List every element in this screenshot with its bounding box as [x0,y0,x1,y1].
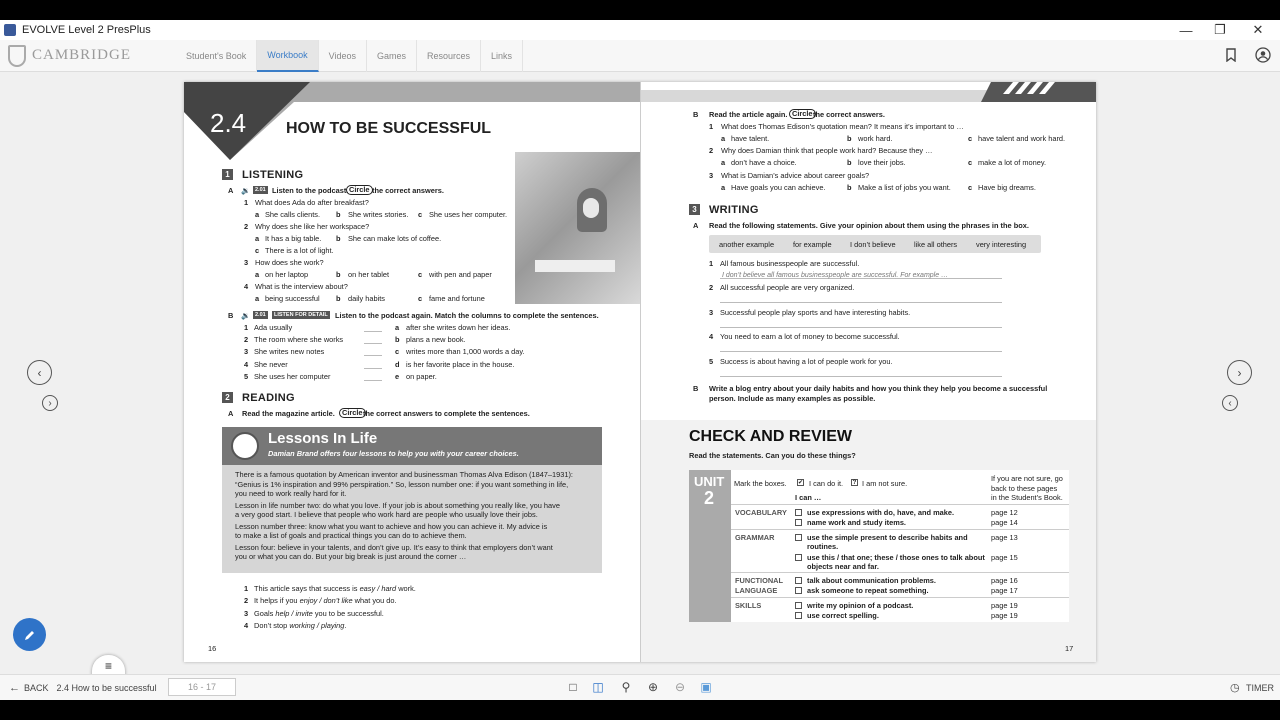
review-checkbox[interactable] [795,587,802,594]
instruction: Listen to the podcast. [272,186,349,195]
option-text: work hard. [858,134,893,143]
question-number: 2 [244,222,249,231]
option-text: It has a big table. [265,234,322,243]
question-text: What does Thomas Edison’s quotation mean? It means it’s important to … [721,122,964,131]
option-letter: c [968,158,973,168]
option-letter: a [721,158,726,168]
circle-word: Circle [346,185,373,195]
right-banner [641,82,1096,102]
question-text: What is the interview about? [255,282,348,291]
left-page [184,82,640,662]
timer-icon[interactable]: ◷ [1230,682,1240,694]
option-letter: c [418,294,423,303]
category-label: GRAMMAR [735,533,775,542]
option-letter: b [336,270,341,279]
person-icon [231,432,259,460]
article-line: a very good start. I believe that people who work hard are people who usually love their jobs. [235,510,538,519]
option-letter: a [255,294,260,303]
listening-heading: LISTENING [242,169,304,181]
instruction: Listen to the podcast again. Match the columns to complete the sentences. [335,311,599,320]
option-letter: c [968,134,973,143]
match-letter: a [395,323,400,332]
brand-name: CAMBRIDGE [32,47,132,63]
statement-number: 2 [709,283,714,293]
bottom-toolbar [0,674,1280,700]
option-text: Have goals you can achieve. [731,182,826,192]
answer-line[interactable] [720,376,1002,377]
option-text: don’t have a choice. [731,158,797,168]
review-checkbox[interactable] [795,612,802,619]
item-sentence: This article says that success is easy / hard work. [254,584,416,593]
question-number: 1 [709,122,714,131]
chevron-left-icon: ‹ [37,365,42,380]
speaker-icon: 🔉 [241,311,251,320]
option-letter: b [847,134,852,143]
match-text: is her favorite place in the house. [406,359,515,369]
answer-line[interactable] [720,351,1002,352]
match-number: 3 [244,347,249,357]
title-bar [0,20,1280,40]
option-text: love their jobs. [858,158,906,168]
phrase: for example [793,240,832,249]
category-label: VOCABULARY [735,508,787,517]
page-number-right: 17 [1065,644,1074,653]
row-divider [731,597,1069,598]
option-text: have talent. [731,134,770,143]
instruction: the correct answers to complete the sentences. [363,409,530,418]
close-icon[interactable]: ✕ [1252,22,1264,37]
answer-choice[interactable]: help / invite [275,608,313,618]
page-number-left: 16 [208,644,217,653]
reading-heading: READING [242,392,295,404]
can-do-checkbox[interactable]: ✔ [798,480,804,486]
option-letter: b [336,294,341,303]
answer-choice[interactable]: easy / hard [359,584,397,593]
section-1-badge: 1 [222,169,233,180]
row-divider [731,572,1069,573]
option-text: She can make lots of coffee. [348,234,442,243]
category-label: SKILLS [735,601,762,610]
item-number: 2 [244,596,249,606]
match-text: writes more than 1,000 words a day. [406,347,525,357]
zoom-in-icon[interactable]: ⊕ [647,680,659,694]
match-number: 2 [244,335,249,345]
tab-students-book[interactable]: Student's Book [176,40,257,72]
question-text: Why does she like her workspace? [255,222,370,231]
instruction: Read the following statements. Give your opinion about them using the phrases in the box. [709,221,1029,230]
match-number: 5 [244,371,249,381]
tab-workbook[interactable]: Workbook [257,40,318,72]
statement-text: Success is about having a lot of people work for you. [720,356,893,366]
instruction: person. Include as many examples as possible. [709,394,876,403]
statement-number: 5 [709,356,714,366]
top-nav [0,40,1280,72]
article-line: Lesson four: believe in your talents, and don’t give up. It’s easy to think that employers don’t want [235,542,553,552]
page-title: HOW TO BE SUCCESSFUL [286,120,492,137]
item-number: 4 [244,620,249,630]
prev-page-small-button[interactable] [1222,395,1238,411]
speaker-icon: 🔉 [241,186,251,195]
letter-b: B [228,311,234,320]
phrase: very interesting [976,240,1027,249]
annotate-fab[interactable] [13,618,46,651]
review-item: write my opinion of a podcast. [807,601,914,610]
match-letter: d [395,359,400,369]
letter-b: B [693,110,699,119]
page-ref: page 19 [991,601,1018,610]
page-ref: page 14 [991,518,1018,527]
question-number: 3 [709,170,714,180]
review-checkbox[interactable] [795,534,802,541]
row-divider [731,529,1069,530]
option-text: She writes stories. [348,210,409,219]
instruction: Read the magazine article. [242,409,335,418]
question-text: Why does Damian think that people work hard? Because they … [721,146,933,156]
page-ref-note: in the Student’s Book. [991,493,1063,502]
answer-choice[interactable]: working / playing [289,620,345,630]
double-page-icon[interactable]: ◫ [592,680,604,694]
category-label: LANGUAGE [735,586,778,595]
not-sure-checkbox[interactable]: ? [852,480,857,486]
option-text: on her laptop [265,270,309,279]
chevron-left-icon: ‹ [1228,397,1232,409]
section-2-badge: 2 [222,392,233,403]
match-text: She uses her computer [254,371,331,381]
statement-text: Successful people play sports and have interesting habits. [720,307,911,317]
article-title: Lessons In Life [268,430,378,447]
app-icon [4,24,16,36]
review-checkbox[interactable] [795,554,802,561]
reader-stage [0,72,1280,674]
back-button[interactable]: BACK [24,682,49,693]
review-checkbox[interactable] [795,577,802,584]
tab-resources[interactable]: Resources [417,40,481,72]
unit-number: 2.4 [210,108,247,138]
restore-icon[interactable]: ❐ [1214,22,1226,37]
answer-choice[interactable]: enjoy / don’t like [299,596,353,606]
user-icon[interactable] [1254,46,1272,64]
i-can-label: I can … [795,493,822,502]
match-letter: b [395,335,400,345]
listen-for-detail-chip: LISTEN FOR DETAIL [274,312,328,318]
page-ref: page 15 [991,553,1018,562]
phrase: another example [719,240,775,249]
letter-a: A [228,409,234,418]
cambridge-logo [8,45,176,67]
option-text: daily habits [348,294,385,303]
chevron-right-icon: › [48,397,52,409]
writing-heading: WRITING [709,204,759,216]
review-item: use the simple present to describe habits and routines. [807,533,968,551]
option-text: Have big dreams. [978,182,1036,192]
option-text: She uses her computer. [429,210,508,219]
fit-screen-icon[interactable]: ▣ [700,680,712,694]
prev-page-button[interactable] [27,360,52,385]
page-ref: page 16 [991,576,1018,585]
instruction: the correct answers. [372,186,444,195]
statement-text: All successful people are very organized. [720,283,855,293]
article-line: you need to work really hard for it. [235,489,347,498]
statement-number: 4 [709,332,714,342]
match-text: Ada usually [254,323,293,332]
option-text: with pen and paper [429,270,492,279]
option-letter: a [721,182,726,192]
review-checkbox[interactable] [795,509,802,516]
match-text: after she writes down her ideas. [406,323,511,332]
option-letter: a [721,134,726,143]
arrow-left-icon[interactable]: ← [9,681,20,694]
option-letter: b [847,158,852,168]
unit-word: UNIT [694,474,725,489]
instruction: Write a blog entry about your daily habits and how you think they help you become a successful [709,384,1048,393]
page-ref: page 19 [991,611,1018,620]
review-item: use correct spelling. [807,611,879,620]
instruction: Read the statements. Can you do these things? [689,451,856,460]
answer-blank[interactable] [364,380,382,381]
question-text: What does Ada do after breakfast? [255,198,369,207]
answer-blank[interactable] [364,355,382,356]
instruction: Read the article again. [709,110,788,119]
review-item: name work and study items. [807,518,906,527]
article-line: “Genius is 1% inspiration and 99% perspiration.” So, lesson number one: if you want something in life, [235,479,569,489]
option-text: fame and fortune [429,294,485,303]
article-line: There is a famous quotation by American inventor and businessman Thomas Alva Edison (1847–1931): [235,470,573,479]
review-item: ask someone to repeat something. [807,586,929,595]
question-number: 1 [244,198,249,207]
match-letter: e [395,371,400,381]
right-page [640,82,1096,662]
bookmark-icon[interactable] [1222,46,1240,64]
article-line: Lesson in life number two: do what you love. If your job is about something you really like, you have [235,500,560,510]
single-page-icon[interactable]: □ [569,680,577,694]
tab-links[interactable]: Links [481,40,523,72]
shield-icon [8,45,26,67]
book-spread [184,82,1096,662]
article-line: to make a list of goals and practical things you can do to achieve them. [235,531,467,540]
option-letter: c [418,210,423,219]
row-divider [731,504,1069,505]
match-number: 1 [244,323,249,332]
option-letter: a [255,210,260,219]
phrase: like all others [914,240,958,249]
option-letter: b [336,234,341,243]
review-item: use this / that one; these / those ones to talk about objects near and far. [807,553,985,571]
item-number: 3 [244,608,249,618]
question-text: How does she work? [255,258,324,267]
page-ref-note: If you are not sure, go [991,474,1063,483]
option-letter: c [968,182,973,192]
option-letter: c [418,270,423,279]
statement-text: All famous businesspeople are successful. [720,259,860,268]
page-ref: page 13 [991,533,1018,542]
match-text: The room where she works [254,335,344,345]
match-text: on paper. [406,371,437,381]
item-number: 1 [244,584,249,593]
example-answer: I don’t believe all famous businesspeople are successful. For example … [722,272,949,279]
timer-button[interactable]: TIMER [1246,683,1274,693]
option-letter: a [255,270,260,279]
answer-blank[interactable] [364,368,382,369]
option-text: have talent and work hard. [978,134,1066,143]
article-line: you or what you can do. But your big break is just around the corner … [235,552,467,561]
zoom-area-icon[interactable]: ⚲ [621,680,631,694]
instruction: the correct answers. [813,110,885,119]
window-title: EVOLVE Level 2 PresPlus [22,24,151,36]
match-text: She never [254,359,288,369]
tab-games[interactable]: Games [367,40,417,72]
review-item: talk about communication problems. [807,576,936,585]
zoom-out-icon[interactable]: ⊖ [674,680,686,694]
option-text: make a lot of money. [978,158,1047,168]
section-3-badge: 3 [689,204,700,215]
tab-videos[interactable]: Videos [319,40,367,72]
page-number-field[interactable]: 16 - 17 [168,678,236,696]
option-letter: b [847,182,852,192]
statement-number: 1 [709,259,714,268]
circle-word: Circle [339,408,366,418]
option-letter: a [255,234,260,243]
answer-line[interactable] [720,327,1002,328]
statement-number: 3 [709,307,714,317]
pencil-icon [23,628,37,642]
phrase: I don’t believe [850,240,896,249]
check-review-title: CHECK AND REVIEW [689,428,852,445]
page-ref: page 12 [991,508,1018,517]
category-label: FUNCTIONAL [735,576,784,585]
letter-a: A [693,221,699,230]
option-text: Make a list of jobs you want. [858,182,951,192]
chevron-right-icon: › [1237,365,1242,380]
match-text: plans a new book. [406,335,466,345]
statement-text: You need to earn a lot of money to become successful. [720,332,900,342]
answer-line[interactable] [720,302,1002,303]
question-number: 2 [709,146,714,156]
answer-blank[interactable] [364,343,382,344]
option-text: She calls clients. [265,210,321,219]
page-ref: page 17 [991,586,1018,595]
article-line: Lesson number three: know what you want to achieve and how you can achieve it. My advice is [235,521,548,531]
option-text: on her tablet [348,270,390,279]
question-number: 3 [244,258,249,267]
question-text: What is Damian’s advice about career goals? [721,170,870,180]
woman-laptop-photo [515,152,640,304]
circle-word: Circle [789,109,816,119]
article-subtitle: Damian Brand offers four lessons to help you with your career choices. [268,449,519,458]
option-text: There is a lot of light. [265,246,334,255]
not-sure-label: I am not sure. [862,479,908,488]
letter-a: A [228,186,234,195]
mark-label: Mark the boxes. [734,479,787,488]
item-sentence: Goals help / invite you to be successful. [254,608,384,618]
question-number: 4 [244,282,249,291]
item-sentence: It helps if you enjoy / don’t like what you do. [254,596,397,606]
match-text: She writes new notes [254,347,325,357]
answer-blank[interactable] [364,331,382,332]
breadcrumb: 2.4 How to be successful [56,682,157,693]
letter-b: B [693,384,699,393]
next-page-button[interactable] [1227,360,1252,385]
item-sentence: Don’t stop working / playing. [254,620,347,630]
unit-number: 2 [704,488,715,508]
option-letter: b [336,210,341,219]
match-letter: c [395,347,400,357]
next-page-small-button[interactable] [42,395,58,411]
option-text: being successful [265,294,320,303]
page-ref-note: back to these pages [991,483,1058,493]
track-badge: 2.01 [255,312,266,318]
option-letter: c [255,246,260,255]
can-do-label: I can do it. [809,479,844,488]
track-badge: 2.01 [255,187,266,193]
review-checkbox[interactable] [795,602,802,609]
review-item: use expressions with do, have, and make. [807,508,955,517]
list-icon: ≡ [104,659,112,673]
match-number: 4 [244,359,249,369]
minimize-icon[interactable]: — [1179,22,1193,38]
review-checkbox[interactable] [795,519,802,526]
